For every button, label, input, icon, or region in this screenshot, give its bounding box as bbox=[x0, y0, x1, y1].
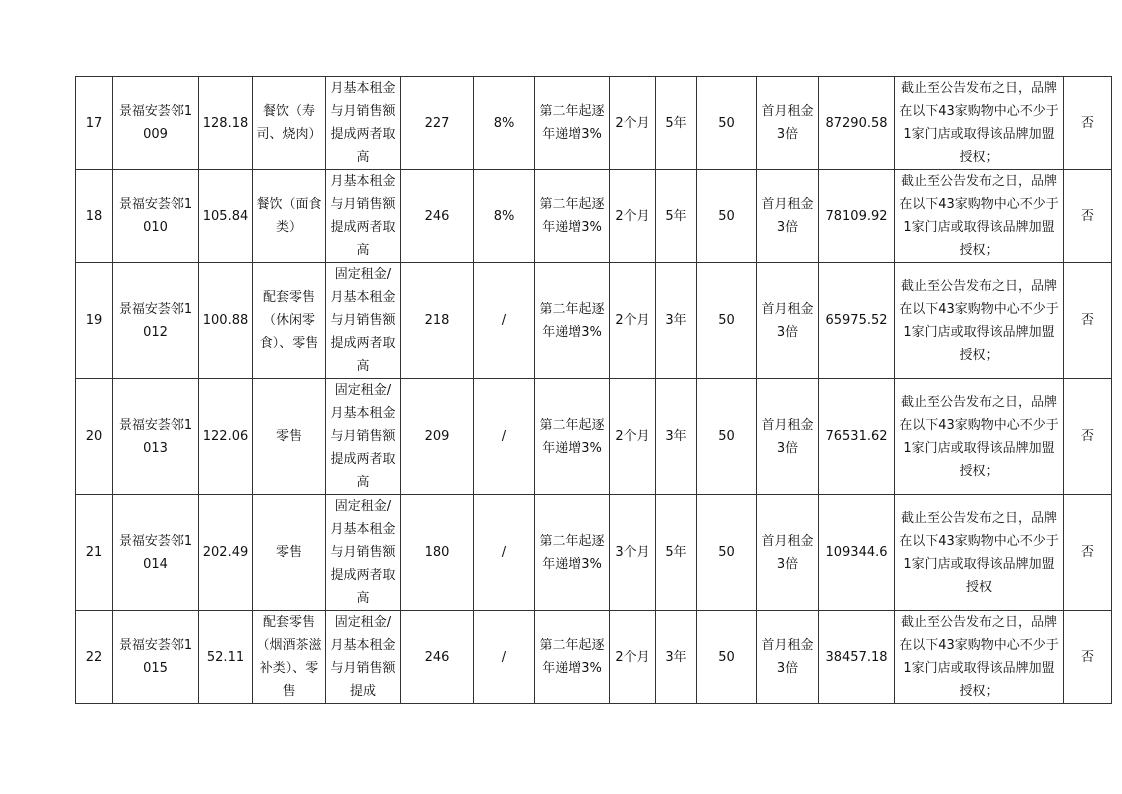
row-number-cell: 18 bbox=[76, 170, 113, 263]
base-rent-cell: 209 bbox=[401, 379, 474, 495]
rent-mode-cell: 固定租金/月基本租金与月销售额提成两者取高 bbox=[326, 495, 401, 611]
rent-mode-cell: 固定租金/月基本租金与月销售额提成两者取高 bbox=[326, 379, 401, 495]
rent-free-period-cell: 2个月 bbox=[610, 263, 656, 379]
amount-cell: 38457.18 bbox=[819, 611, 895, 704]
lease-term-cell: 3年 bbox=[656, 379, 697, 495]
deposit-cell: 首月租金3倍 bbox=[757, 611, 819, 704]
flag-cell: 否 bbox=[1064, 611, 1112, 704]
flag-cell: 否 bbox=[1064, 170, 1112, 263]
shop-unit-cell: 景福安荟邻1014 bbox=[113, 495, 199, 611]
rent-free-period-cell: 2个月 bbox=[610, 77, 656, 170]
area-cell: 52.11 bbox=[199, 611, 253, 704]
commission-rate-cell: 8% bbox=[474, 77, 535, 170]
base-rent-cell: 218 bbox=[401, 263, 474, 379]
amount-cell: 87290.58 bbox=[819, 77, 895, 170]
fee-cell: 50 bbox=[697, 77, 757, 170]
business-type-cell: 餐饮（寿司、烧肉） bbox=[253, 77, 326, 170]
brand-qualification-cell: 截止至公告发布之日，品牌在以下43家购物中心不少于1家门店或取得该品牌加盟授权； bbox=[895, 263, 1064, 379]
row-number-cell: 22 bbox=[76, 611, 113, 704]
fee-cell: 50 bbox=[697, 170, 757, 263]
table-row bbox=[76, 77, 1112, 170]
table-row bbox=[76, 170, 1112, 263]
business-type-cell: 配套零售（休闲零食）、零售 bbox=[253, 263, 326, 379]
area-cell: 105.84 bbox=[199, 170, 253, 263]
rent-mode-cell: 月基本租金与月销售额提成两者取高 bbox=[326, 77, 401, 170]
table-row bbox=[76, 263, 1112, 379]
shop-unit-cell: 景福安荟邻1015 bbox=[113, 611, 199, 704]
fee-cell: 50 bbox=[697, 495, 757, 611]
shop-unit-cell: 景福安荟邻1012 bbox=[113, 263, 199, 379]
rent-mode-cell: 固定租金/月基本租金与月销售额提成 bbox=[326, 611, 401, 704]
base-rent-cell: 246 bbox=[401, 611, 474, 704]
area-cell: 100.88 bbox=[199, 263, 253, 379]
commission-rate-cell: / bbox=[474, 611, 535, 704]
lease-term-cell: 5年 bbox=[656, 170, 697, 263]
rent-mode-cell: 月基本租金与月销售额提成两者取高 bbox=[326, 170, 401, 263]
lease-term-cell: 3年 bbox=[656, 263, 697, 379]
lease-term-cell: 3年 bbox=[656, 611, 697, 704]
business-type-cell: 配套零售（烟酒茶滋补类）、零售 bbox=[253, 611, 326, 704]
business-type-cell: 零售 bbox=[253, 495, 326, 611]
deposit-cell: 首月租金3倍 bbox=[757, 170, 819, 263]
fee-cell: 50 bbox=[697, 263, 757, 379]
commission-rate-cell: / bbox=[474, 379, 535, 495]
rent-mode-cell: 固定租金/月基本租金与月销售额提成两者取高 bbox=[326, 263, 401, 379]
commission-rate-cell: 8% bbox=[474, 170, 535, 263]
rent-increase-cell: 第二年起逐年递增3% bbox=[535, 611, 610, 704]
flag-cell: 否 bbox=[1064, 263, 1112, 379]
leasing-table bbox=[75, 76, 1112, 704]
brand-qualification-cell: 截止至公告发布之日，品牌在以下43家购物中心不少于1家门店或取得该品牌加盟授权； bbox=[895, 77, 1064, 170]
shop-unit-cell: 景福安荟邻1013 bbox=[113, 379, 199, 495]
rent-increase-cell: 第二年起逐年递增3% bbox=[535, 379, 610, 495]
rent-free-period-cell: 2个月 bbox=[610, 379, 656, 495]
amount-cell: 78109.92 bbox=[819, 170, 895, 263]
rent-increase-cell: 第二年起逐年递增3% bbox=[535, 77, 610, 170]
shop-unit-cell: 景福安荟邻1010 bbox=[113, 170, 199, 263]
business-type-cell: 餐饮（面食类） bbox=[253, 170, 326, 263]
row-number-cell: 19 bbox=[76, 263, 113, 379]
rent-free-period-cell: 3个月 bbox=[610, 495, 656, 611]
amount-cell: 65975.52 bbox=[819, 263, 895, 379]
table-row bbox=[76, 379, 1112, 495]
flag-cell: 否 bbox=[1064, 495, 1112, 611]
business-type-cell: 零售 bbox=[253, 379, 326, 495]
lease-term-cell: 5年 bbox=[656, 77, 697, 170]
lease-term-cell: 5年 bbox=[656, 495, 697, 611]
row-number-cell: 21 bbox=[76, 495, 113, 611]
rent-free-period-cell: 2个月 bbox=[610, 611, 656, 704]
shop-unit-cell: 景福安荟邻1009 bbox=[113, 77, 199, 170]
brand-qualification-cell: 截止至公告发布之日，品牌在以下43家购物中心不少于1家门店或取得该品牌加盟授权； bbox=[895, 379, 1064, 495]
fee-cell: 50 bbox=[697, 611, 757, 704]
table-row bbox=[76, 611, 1112, 704]
deposit-cell: 首月租金3倍 bbox=[757, 495, 819, 611]
rent-increase-cell: 第二年起逐年递增3% bbox=[535, 495, 610, 611]
brand-qualification-cell: 截止至公告发布之日，品牌在以下43家购物中心不少于1家门店或取得该品牌加盟授权 bbox=[895, 495, 1064, 611]
base-rent-cell: 246 bbox=[401, 170, 474, 263]
table-row bbox=[76, 495, 1112, 611]
amount-cell: 109344.6 bbox=[819, 495, 895, 611]
flag-cell: 否 bbox=[1064, 77, 1112, 170]
commission-rate-cell: / bbox=[474, 263, 535, 379]
flag-cell: 否 bbox=[1064, 379, 1112, 495]
fee-cell: 50 bbox=[697, 379, 757, 495]
brand-qualification-cell: 截止至公告发布之日，品牌在以下43家购物中心不少于1家门店或取得该品牌加盟授权； bbox=[895, 170, 1064, 263]
base-rent-cell: 227 bbox=[401, 77, 474, 170]
row-number-cell: 17 bbox=[76, 77, 113, 170]
row-number-cell: 20 bbox=[76, 379, 113, 495]
deposit-cell: 首月租金3倍 bbox=[757, 263, 819, 379]
area-cell: 128.18 bbox=[199, 77, 253, 170]
brand-qualification-cell: 截止至公告发布之日，品牌在以下43家购物中心不少于1家门店或取得该品牌加盟授权； bbox=[895, 611, 1064, 704]
area-cell: 202.49 bbox=[199, 495, 253, 611]
rent-increase-cell: 第二年起逐年递增3% bbox=[535, 170, 610, 263]
area-cell: 122.06 bbox=[199, 379, 253, 495]
amount-cell: 76531.62 bbox=[819, 379, 895, 495]
base-rent-cell: 180 bbox=[401, 495, 474, 611]
deposit-cell: 首月租金3倍 bbox=[757, 77, 819, 170]
deposit-cell: 首月租金3倍 bbox=[757, 379, 819, 495]
rent-free-period-cell: 2个月 bbox=[610, 170, 656, 263]
rent-increase-cell: 第二年起逐年递增3% bbox=[535, 263, 610, 379]
commission-rate-cell: / bbox=[474, 495, 535, 611]
